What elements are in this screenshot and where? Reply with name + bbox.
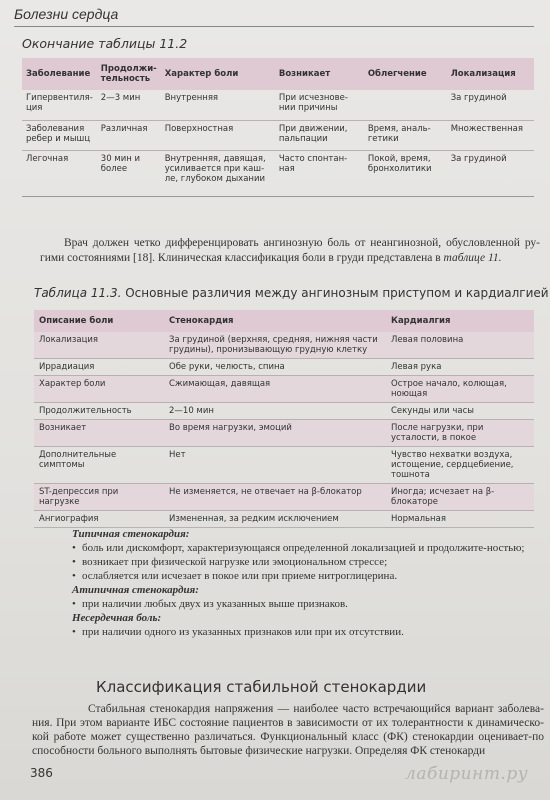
table-cell: Внутренняя, давящая, усиливается при каш-ле, глубоком дыхании: [161, 150, 275, 196]
header-rule: [14, 26, 534, 27]
table-cell: Локализация: [34, 332, 164, 359]
table-row: [22, 150, 534, 196]
table-cell: Покой, время, бронхолитики: [364, 150, 447, 196]
table-cell: Заболевания ребер и мышц: [22, 120, 97, 150]
table1-header-cell: Заболевание: [22, 58, 97, 90]
table-cell: Продолжительность: [34, 403, 164, 420]
table-cell: Нет: [164, 447, 386, 484]
table2-caption-number: Таблица 11.3.: [34, 286, 122, 300]
table-cell: Иррадиация: [34, 359, 164, 376]
table-cell: После нагрузки, при усталости, в покое: [386, 420, 534, 447]
list-item: • ослабляется или исчезает в покое или при приеме нитроглицерина.: [72, 569, 542, 583]
table-reference: таблице 11.: [443, 252, 502, 264]
list-item: • при наличии любых двух из указанных выше признаков.: [72, 597, 542, 611]
table-cell: Дополнительные симптомы: [34, 447, 164, 484]
page-number: 386: [30, 766, 53, 780]
watermark-logo: лабиринт.ру: [405, 764, 529, 784]
table-cell: Нормальная: [386, 511, 534, 528]
table-row: [34, 420, 534, 447]
list-heading-typical: Типичная стенокардия:: [72, 528, 190, 540]
table-row: [34, 447, 534, 484]
table-cell: Ангиография: [34, 511, 164, 528]
table-row: [34, 511, 534, 528]
table1-header-cell: Облегчение: [364, 58, 447, 90]
list-item: • возникает при физической нагрузке или эмоциональном стрессе;: [72, 555, 542, 569]
table-cell: Внутренняя: [161, 90, 275, 120]
list-heading-atypical: Атипичная стенокардия:: [72, 584, 199, 596]
paragraph-text: Стабильная стенокардия напряжения — наиболее часто встречающийся вариант заболева-ния. При этом варианте ИБС состояние пациентов в зависимости от их толерантности к динамическо-кой работе может существенно различаться. Функциональный класс (ФК) стенокардии оценивает-по способности больного выполнять бытовые физические нагрузки. Определяя ФК стенокарди: [32, 703, 544, 757]
table-cell: За грудиной: [447, 90, 534, 120]
table2-header-row: [34, 310, 534, 332]
table2-header-cell: Стенокардия: [164, 310, 386, 332]
list-item: • при наличии одного из указанных признаков или при их отсутствии.: [72, 625, 542, 639]
table-cell: Обе руки, челюсть, спина: [164, 359, 386, 376]
table-cell: Время, аналь-гетики: [364, 120, 447, 150]
table-cell: Левая половина: [386, 332, 534, 359]
section-heading: Классификация стабильной стенокардии: [96, 678, 427, 696]
table-cell: Различная: [97, 120, 161, 150]
table-cell: Возникает: [34, 420, 164, 447]
table-cell: Не изменяется, не отвечает на β-блокатор: [164, 484, 386, 511]
table-row: [22, 90, 534, 120]
table-cell: За грудиной: [447, 150, 534, 196]
table-row: [34, 332, 534, 359]
table-cell: При исчезнове-нии причины: [275, 90, 364, 120]
table-cell: Острое начало, колющая, ноющая: [386, 376, 534, 403]
table-cell: Секунды или часы: [386, 403, 534, 420]
table-cell: Во время нагрузки, эмоций: [164, 420, 386, 447]
table-row: [34, 376, 534, 403]
table-row: [34, 403, 534, 420]
table-cell: Чувство нехватки воздуха, истощение, сердцебиение, тошнота: [386, 447, 534, 484]
table-cell: Часто спонтан-ная: [275, 150, 364, 196]
table-row: [34, 359, 534, 376]
table2-header-cell: Кардиалгия: [386, 310, 534, 332]
table-row: [22, 120, 534, 150]
table1-header-cell: Возникает: [275, 58, 364, 90]
list-item: • боль или дискомфорт, характеризующаяся определенной локализацией и продолжите-ностью;: [72, 541, 542, 555]
table2-caption: [34, 286, 549, 300]
table1-header-row: [22, 58, 534, 90]
table-cell: Иногда; исчезает на β-блокаторе: [386, 484, 534, 511]
table-cell: За грудиной (верхняя, средняя, нижняя части грудины), пронизывающую грудную клетку: [164, 332, 386, 359]
table-cell: Множественная: [447, 120, 534, 150]
table-cell: Сжимающая, давящая: [164, 376, 386, 403]
table1-header-cell: Продолжи-тельность: [97, 58, 161, 90]
table-cell: Легочная: [22, 150, 97, 196]
table-cell: [364, 90, 447, 120]
list-heading-noncardiac: Несердечная боль:: [72, 612, 162, 624]
table2-caption-text: Основные различия между ангинозным приступом и кардиалгией: [121, 286, 549, 300]
table-cell: При движении, пальпации: [275, 120, 364, 150]
table-cell: Характер боли: [34, 376, 164, 403]
table1: [22, 58, 534, 197]
table-cell: Поверхностная: [161, 120, 275, 150]
paragraph-text: Врач должен четко дифференцировать ангинозную боль от неангинозной, обусловленной ру-гими состояниями [18]. Клиническая классификация боли в груди представлена в: [40, 237, 540, 264]
table-cell: Измененная, за редким исключением: [164, 511, 386, 528]
table-row: [34, 484, 534, 511]
table-cell: ST-депрессия при нагрузке: [34, 484, 164, 511]
table-cell: 30 мин и более: [97, 150, 161, 196]
table-cell: Гипервентиля-ция: [22, 90, 97, 120]
table-cell: 2—3 мин: [97, 90, 161, 120]
table-cell: 2—10 мин: [164, 403, 386, 420]
table1-header-cell: Характер боли: [161, 58, 275, 90]
body-paragraph: [32, 702, 544, 758]
table1-header-cell: Локализация: [447, 58, 534, 90]
running-header: Болезни сердца: [14, 6, 119, 22]
table1-caption: Окончание таблицы 11.2: [22, 36, 188, 51]
intro-paragraph: [40, 236, 540, 266]
table-cell: Левая рука: [386, 359, 534, 376]
table2: [34, 310, 534, 528]
table2-header-cell: Описание боли: [34, 310, 164, 332]
criteria-list: [72, 527, 542, 639]
